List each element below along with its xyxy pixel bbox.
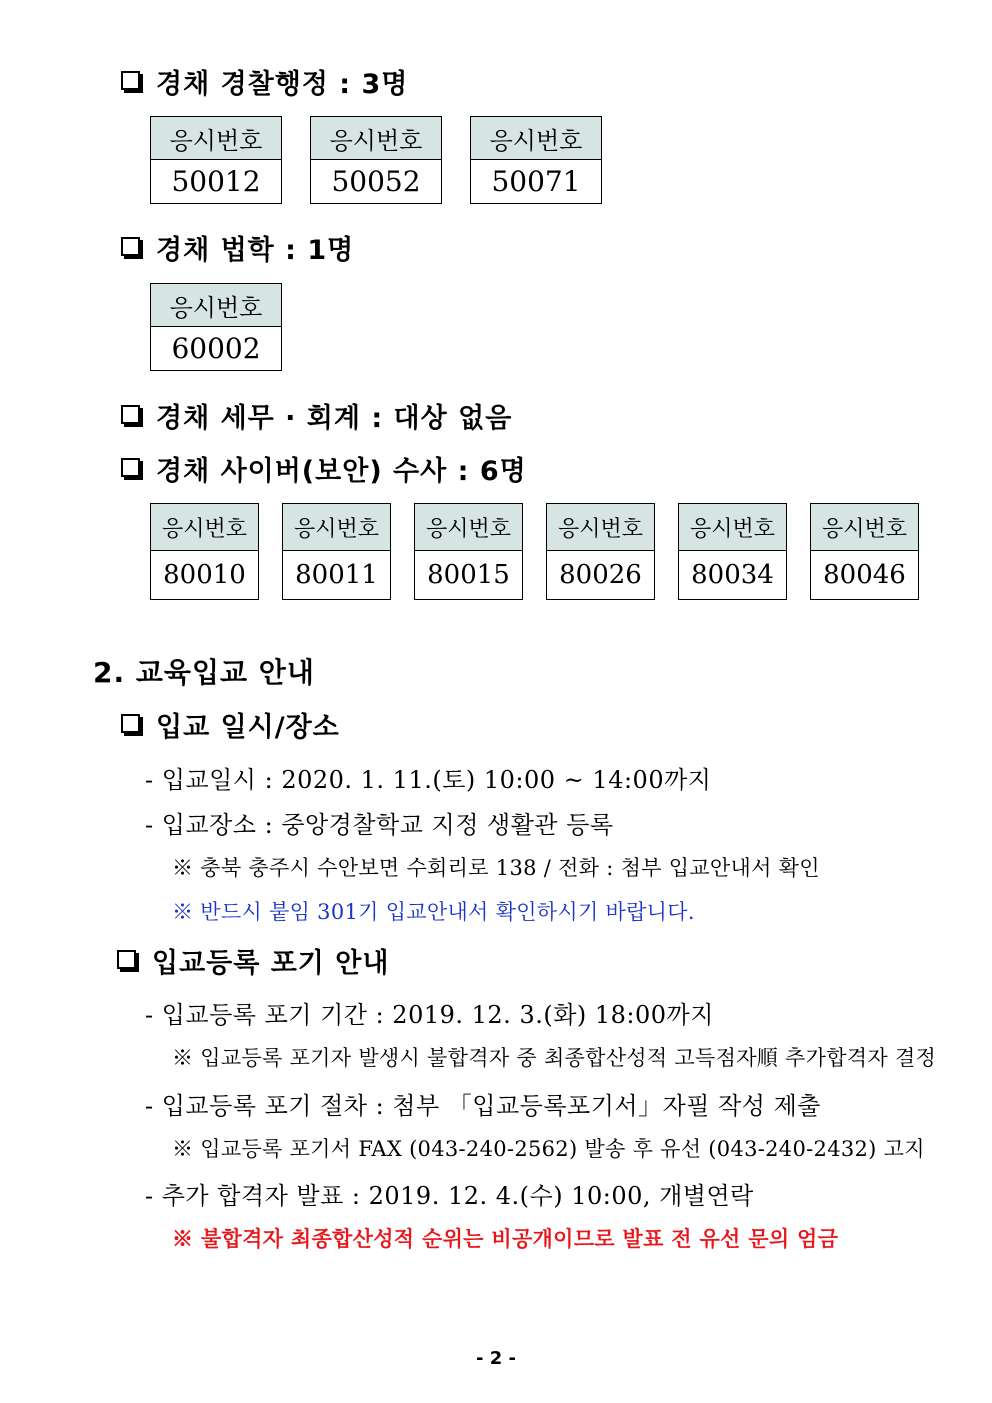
red-warning-note: ※ 불합격자 최종합산성적 순위는 비공개이므로 발표 전 유선 문의 엄금 [172,1226,839,1251]
heading-text: 경채 사이버(보안) 수사 : 6명 [156,456,527,487]
cell-value: 60002 [171,332,261,365]
cell-value: 50071 [491,165,581,198]
cell-label: 응시번호 [415,504,522,551]
withdraw-period-line: - 입교등록 포기 기간 : 2019. 12. 3.(화) 18:00까지 [145,1001,714,1029]
checkbox-square-icon [121,237,140,256]
entry-place-line: - 입교장소 : 중앙경찰학교 지정 생활관 등록 [145,811,614,839]
heading-entry [121,705,340,744]
cell-label: 응시번호 [311,117,441,160]
withdraw-procedure-note: ※ 입교등록 포기서 FAX (043-240-2562) 발송 후 유선 (043-240-2432) 고지 [172,1137,925,1161]
police-admin-numbers [150,116,602,204]
heading-text: 입교 일시/장소 [156,712,340,743]
heading-text: 경채 법학 : 1명 [156,235,355,266]
heading-law [121,228,354,267]
withdraw-procedure-line: - 입교등록 포기 절차 : 첨부 「입교등록포기서」자필 작성 제출 [145,1092,821,1120]
cell-label: 응시번호 [679,504,786,551]
checkbox-square-icon [117,950,136,969]
page-number: - 2 - [476,1348,516,1369]
number-cell [150,283,282,371]
cell-label: 응시번호 [151,284,281,327]
cell-value: 80011 [295,560,378,590]
checkbox-square-icon [121,405,140,424]
cell-label: 응시번호 [471,117,601,160]
checkbox-square-icon [121,458,140,477]
law-numbers [150,283,282,371]
heading-text: 입교등록 포기 안내 [152,948,390,979]
number-cell [470,116,602,204]
cell-label: 응시번호 [547,504,654,551]
cell-value: 80026 [559,560,642,590]
number-cell [810,503,919,600]
number-cell [310,116,442,204]
number-cell [150,503,259,600]
cell-value: 80034 [691,560,774,590]
checkbox-square-icon [121,714,140,733]
address-note: ※ 충북 충주시 수안보면 수회리로 138 / 전화 : 첨부 입교안내서 확인 [172,856,820,880]
blue-note: ※ 반드시 붙임 301기 입교안내서 확인하시기 바랍니다. [172,900,695,924]
announce-line: - 추가 합격자 발표 : 2019. 12. 4.(수) 10:00, 개별연락 [145,1182,754,1210]
cell-value: 80010 [163,560,246,590]
number-cell [150,116,282,204]
heading-police-admin [121,62,408,101]
cyber-numbers [150,503,919,600]
section-2-title: 2. 교육입교 안내 [93,656,315,689]
cell-value: 80015 [427,560,510,590]
heading-cyber [121,449,527,488]
withdraw-period-note: ※ 입교등록 포기자 발생시 불합격자 중 최종합산성적 고득점자順 추가합격자 결정 [172,1046,937,1070]
heading-withdraw [117,941,389,980]
cell-label: 응시번호 [151,117,281,160]
checkbox-square-icon [121,71,140,90]
cell-value: 80046 [823,560,906,590]
cell-label: 응시번호 [811,504,918,551]
cell-value: 50012 [171,165,261,198]
heading-text: 경채 세무 · 회계 : 대상 없음 [156,403,513,434]
cell-label: 응시번호 [151,504,258,551]
number-cell [678,503,787,600]
cell-value: 50052 [331,165,421,198]
number-cell [546,503,655,600]
heading-text: 경채 경찰행정 : 3명 [156,69,409,100]
cell-label: 응시번호 [283,504,390,551]
number-cell [282,503,391,600]
heading-tax [121,396,512,435]
number-cell [414,503,523,600]
entry-date-line: - 입교일시 : 2020. 1. 11.(토) 10:00 ~ 14:00까지 [145,766,712,794]
